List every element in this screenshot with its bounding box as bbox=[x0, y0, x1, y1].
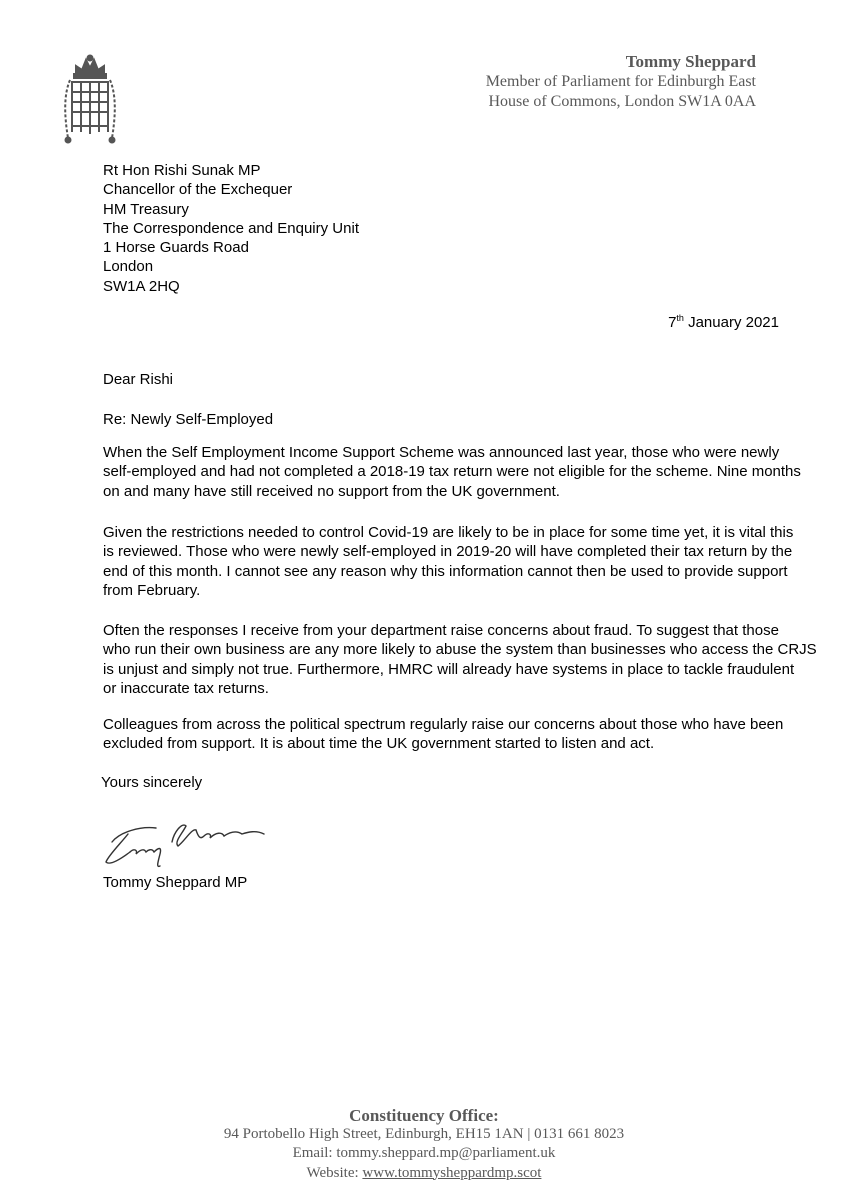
body-paragraph bbox=[103, 443, 801, 501]
paragraph-line: end of this month. I cannot see any reason why this information cannot then be used to provide support bbox=[103, 562, 788, 580]
mp-role: Member of Parliament for Edinburgh East bbox=[485, 73, 756, 90]
date-day: 7 bbox=[668, 314, 677, 331]
signoff-name: Tommy Sheppard MP bbox=[103, 874, 248, 891]
paragraph-line: Often the responses I receive from your department raise concerns about fraud. To suggest that those bbox=[103, 622, 779, 639]
subject-line: Re: Newly Self-Employed bbox=[103, 411, 274, 428]
address-line: SW1A 2HQ bbox=[103, 277, 180, 295]
paragraph-line: is unjust and simply not true. Furthermore, HMRC will already have systems in place to tackle fraudulent bbox=[103, 660, 795, 678]
address-line: HM Treasury bbox=[103, 200, 189, 218]
body-paragraph bbox=[103, 715, 785, 754]
salutation: Dear Rishi bbox=[103, 371, 174, 388]
footer-address: 94 Portobello High Street, Edinburgh, EH15 1AN | 0131 661 8023 bbox=[223, 1126, 625, 1143]
mp-letterhead bbox=[486, 52, 756, 112]
paragraph-line: self-employed and had not completed a 2018-19 tax return were not eligible for the scheme. Nine months bbox=[103, 463, 801, 481]
footer-title: Constituency Office: bbox=[349, 1106, 499, 1125]
constituency-footer bbox=[0, 1106, 848, 1183]
mp-address: House of Commons, London SW1A 0AA bbox=[488, 93, 756, 110]
paragraph-line: or inaccurate tax returns. bbox=[103, 679, 269, 697]
body-paragraph bbox=[103, 621, 817, 698]
address-line: London bbox=[103, 258, 154, 276]
address-line: The Correspondence and Enquiry Unit bbox=[103, 219, 359, 237]
paragraph-line: When the Self Employment Income Support Scheme was announced last year, those who were newly bbox=[103, 444, 780, 461]
footer-website bbox=[0, 1164, 848, 1183]
website-label: Website: bbox=[306, 1164, 363, 1181]
paragraph-line: who run their own business are any more likely to abuse the system than businesses who access the CRJS bbox=[103, 641, 817, 659]
date-month-year: January 2021 bbox=[683, 314, 779, 331]
date-suffix: th bbox=[676, 313, 684, 323]
paragraph-line: is reviewed. Those who were newly self-employed in 2019-20 will have completed their tax return by the bbox=[103, 543, 793, 561]
footer-email: Email: tommy.sheppard.mp@parliament.uk bbox=[292, 1145, 556, 1162]
body-paragraph bbox=[103, 523, 794, 600]
address-line: Rt Hon Rishi Sunak MP bbox=[103, 162, 261, 179]
paragraph-line: from February. bbox=[103, 581, 201, 599]
paragraph-line: on and many have still received no support from the UK government. bbox=[103, 482, 560, 500]
address-line: 1 Horse Guards Road bbox=[103, 239, 249, 257]
paragraph-line: Given the restrictions needed to control Covid-19 are likely to be in place for some time yet, it is vital this bbox=[103, 524, 794, 541]
mp-name: Tommy Sheppard bbox=[625, 52, 756, 71]
address-line: Chancellor of the Exchequer bbox=[103, 181, 293, 199]
closing: Yours sincerely bbox=[101, 774, 203, 791]
signature-image bbox=[100, 812, 278, 870]
website-link[interactable]: www.tommysheppardmp.scot bbox=[362, 1164, 542, 1181]
paragraph-line: excluded from support. It is about time the UK government started to listen and act. bbox=[103, 735, 655, 753]
letter-date bbox=[668, 314, 779, 331]
portcullis-icon bbox=[62, 54, 118, 146]
paragraph-line: Colleagues from across the political spectrum regularly raise our concerns about those who have been bbox=[103, 716, 784, 733]
recipient-address bbox=[103, 161, 359, 296]
